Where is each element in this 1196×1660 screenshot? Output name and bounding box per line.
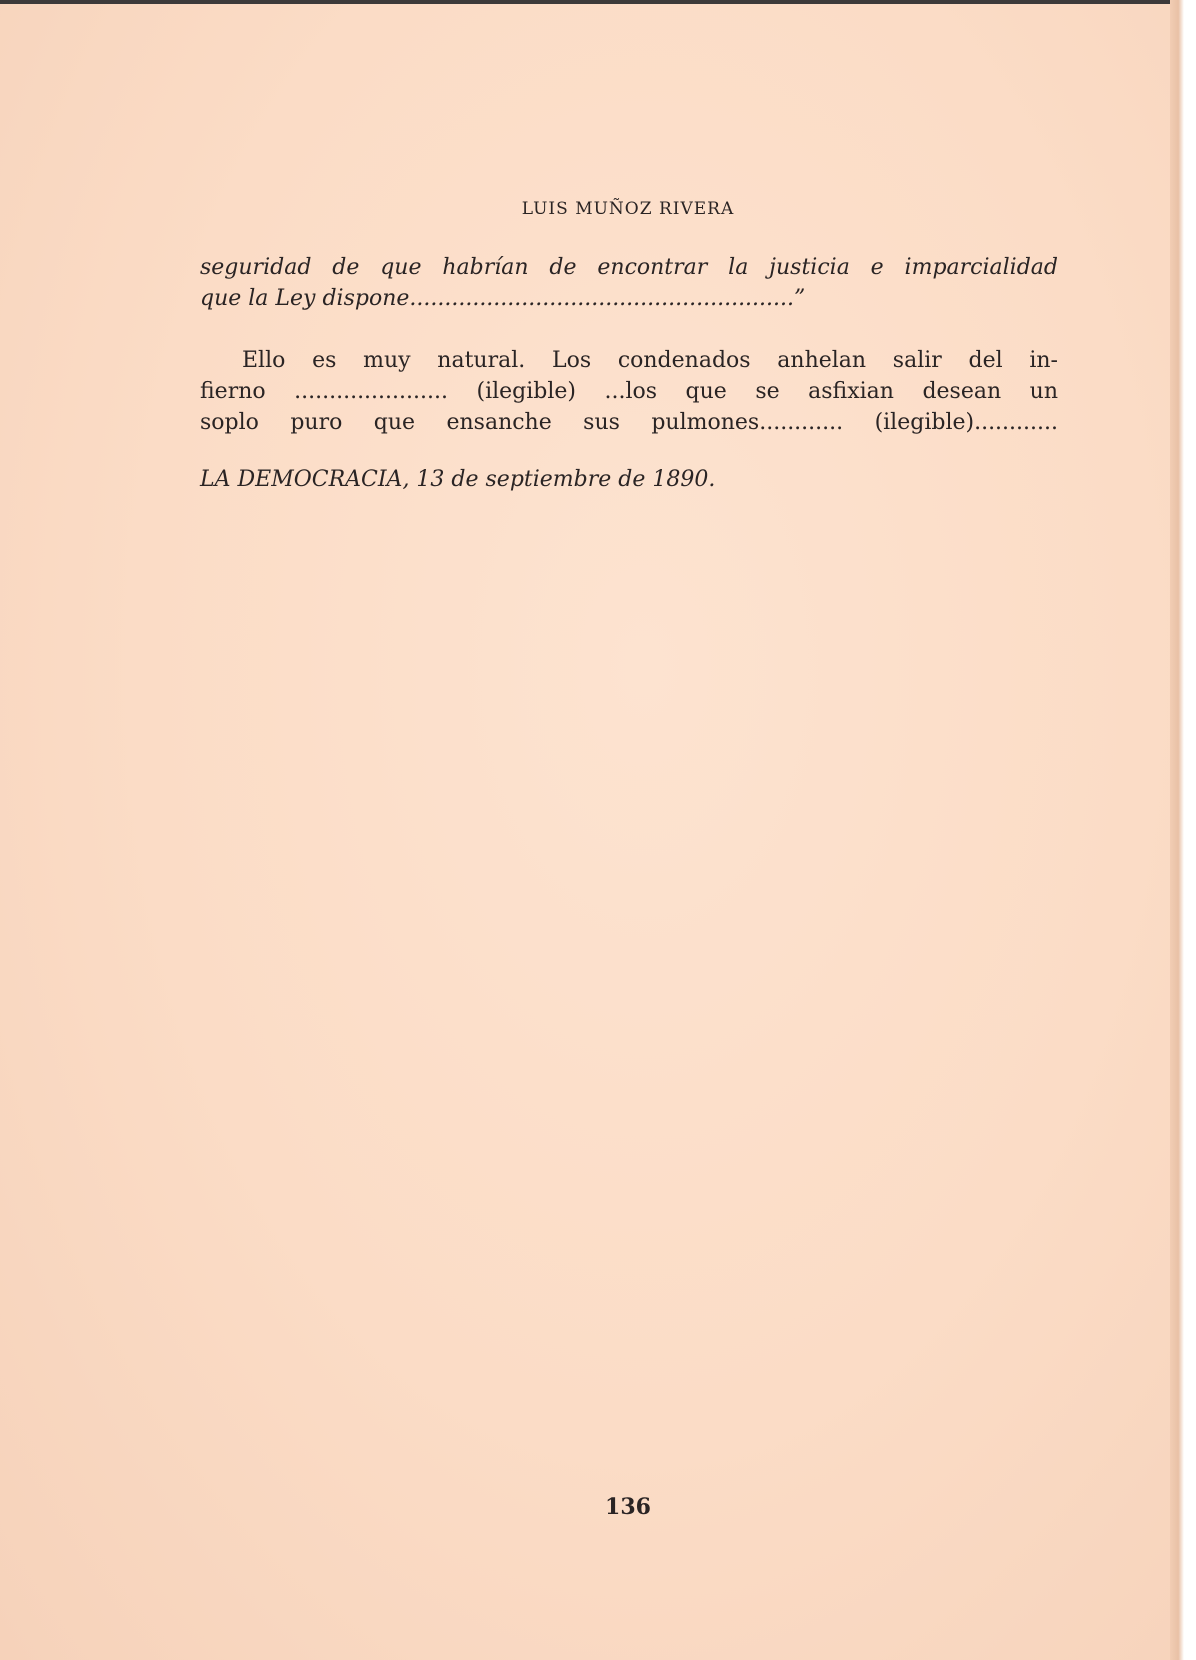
source-citation: LA DEMOCRACIA, 13 de septiembre de 1890. bbox=[200, 467, 716, 492]
running-head: LUIS MUÑOZ RIVERA bbox=[521, 199, 735, 219]
body-paragraph bbox=[200, 345, 1058, 438]
quote-line: que la Ley dispone.......................................................” bbox=[200, 286, 806, 311]
paragraph-line: Ello es muy natural. Los condenados anhelan salir del in- bbox=[242, 348, 1058, 373]
page-right-edge bbox=[1170, 0, 1184, 1660]
paragraph-line: fierno ...................... (ilegible) ...los que se asfixian desean un bbox=[200, 379, 1058, 404]
quote-line: seguridad de que habrían de encontrar la justicia e imparcialidad bbox=[200, 255, 1058, 280]
page-top-edge bbox=[0, 0, 1170, 4]
page-number: 136 bbox=[605, 1494, 651, 1520]
paragraph-line: soplo puro que ensanche sus pulmones............ (ilegible)............ bbox=[200, 410, 1058, 435]
quote-paragraph bbox=[200, 252, 1058, 314]
